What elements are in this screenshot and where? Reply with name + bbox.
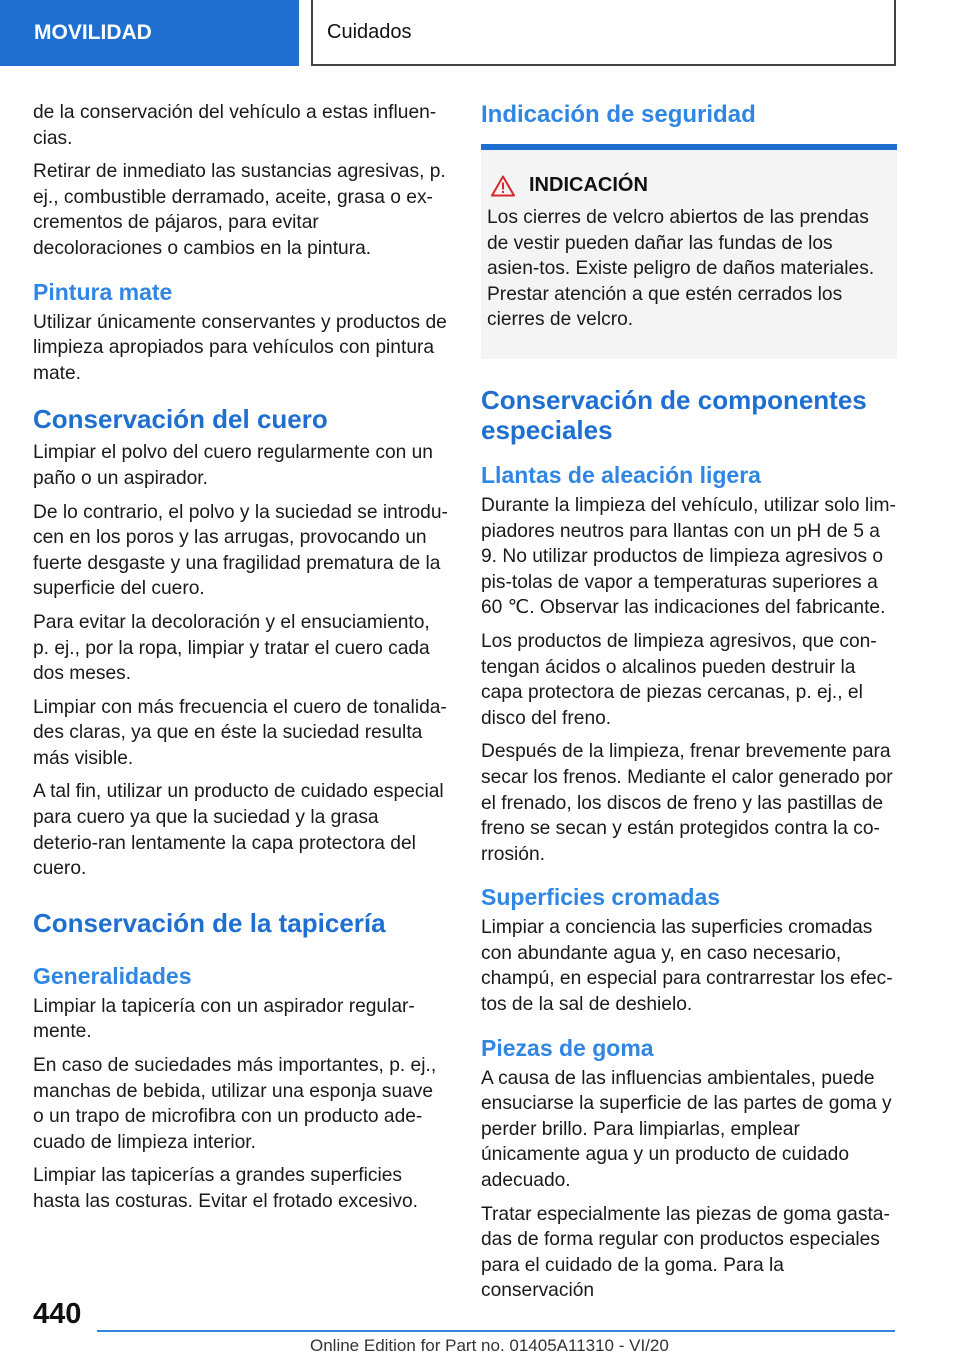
heading-general: Generalidades bbox=[33, 962, 192, 989]
paragraph: En caso de suciedades más importantes, p. ej., manchas de bebida, utilizar una esponja suave o un trapo de microfibra con un producto ade-cuado de limpieza interior. bbox=[33, 1055, 437, 1153]
right-column bbox=[481, 100, 897, 1312]
heading-alloy-wheels: Llantas de aleación ligera bbox=[481, 461, 761, 488]
notice-text: Los cierres de velcro abiertos de las prendas de vestir pueden dañar las fundas de los asien-tos. Existe peligro de daños materiales. Prestar atención a que estén cerrados los cierres de velcro. bbox=[487, 207, 875, 331]
heading-upholstery-care: Conservación de la tapicería bbox=[33, 907, 386, 938]
paragraph: Limpiar la tapicería con un aspirador regular-mente. bbox=[33, 995, 415, 1043]
heading-rubber-parts: Piezas de goma bbox=[481, 1034, 654, 1061]
page-number: 440 bbox=[33, 1298, 82, 1330]
paragraph: Retirar de inmediato las sustancias agresivas, p. ej., combustible derramado, aceite, grasa o ex-crementos de pájaros, para evitar decoloraciones o cambios en la pintura. bbox=[33, 161, 446, 259]
paragraph: A tal fin, utilizar un producto de cuidado especial para cuero ya que la suciedad y la grasa deterio-ran lentamente la capa protectora del cuero. bbox=[33, 781, 444, 880]
paragraph: A causa de las influencias ambientales, puede ensuciarse la superficie de las partes de goma y perder brillo. Para limpiarlas, emplear únicamente agua y un producto de cuidado adecuado. bbox=[481, 1067, 892, 1192]
paragraph: Los productos de limpieza agresivos, que con-tengan ácidos o alcalinos pueden destruir la capa protectora de piezas cercanas, p. ej., el disco del freno. bbox=[481, 630, 877, 729]
heading-matte-paint: Pintura mate bbox=[33, 278, 173, 305]
notice-box bbox=[481, 150, 897, 359]
paragraph: Después de la limpieza, frenar brevemente para secar los frenos. Mediante el calor generado por el frenado, los discos de freno y las pastillas de freno se secan y están protegidos contra la co-rrosión. bbox=[481, 741, 893, 865]
paragraph: Limpiar el polvo del cuero regularmente con un paño o un aspirador. bbox=[33, 442, 433, 489]
paragraph: Limpiar con más frecuencia el cuero de tonalida-des claras, ya que en éste la suciedad resulta más visible. bbox=[33, 696, 447, 769]
paragraph: De lo contrario, el polvo y la suciedad se introdu-cen en los poros y las arrugas, provocando un fuerte desgaste y una fragilidad prematura de la superficie del cuero. bbox=[33, 501, 448, 600]
paragraph: Limpiar las tapicerías a grandes superficies hasta las costuras. Evitar el frotado excesivo. bbox=[33, 1165, 418, 1212]
header-section-tab bbox=[0, 0, 299, 66]
paragraph: Para evitar la decoloración y el ensuciamiento, p. ej., por la ropa, limpiar y tratar el cuero cada dos meses. bbox=[33, 611, 430, 685]
left-column bbox=[33, 100, 448, 1223]
heading-special-components: Conservación de componentes especiales bbox=[481, 384, 867, 445]
paragraph: Tratar especialmente las piezas de goma gasta-das de forma regular con productos especiales para el cuidado de la goma. Para la conservación bbox=[481, 1203, 890, 1302]
heading-leather-care: Conservación del cuero bbox=[33, 404, 328, 435]
header-chapter-tab bbox=[311, 0, 896, 66]
paragraph: Durante la limpieza del vehículo, utilizar solo lim-piadores neutros para llantas con un pH de 5 a 9. No utilizar productos de limpieza agresivos o pis-tolas de vapor a temperaturas superiores a 60 ℃. Observar las indicaciones del fabricante. bbox=[481, 494, 896, 619]
heading-chrome-surfaces: Superficies cromadas bbox=[481, 884, 721, 911]
section-label: MOVILIDAD bbox=[34, 21, 152, 44]
notice-label: INDICACIÓN bbox=[529, 174, 648, 196]
warning-triangle-icon bbox=[491, 175, 515, 197]
paragraph: de la conservación del vehículo a estas influen-cias. bbox=[33, 102, 437, 149]
footer-divider bbox=[97, 1330, 895, 1332]
notice-header bbox=[491, 174, 883, 197]
chapter-label: Cuidados bbox=[327, 20, 412, 43]
footer-edition: Online Edition for Part no. 01405A11310 - VI/20 bbox=[310, 1336, 669, 1355]
paragraph: Limpiar a conciencia las superficies cromadas con abundante agua y, en caso necesario, champú, en especial para contrarrestar los efec-tos de la sal de deshielo. bbox=[481, 917, 893, 1016]
paragraph: Utilizar únicamente conservantes y productos de limpieza apropiados para vehículos con pintura mate. bbox=[33, 311, 447, 384]
heading-safety-notice: Indicación de seguridad bbox=[481, 101, 756, 128]
